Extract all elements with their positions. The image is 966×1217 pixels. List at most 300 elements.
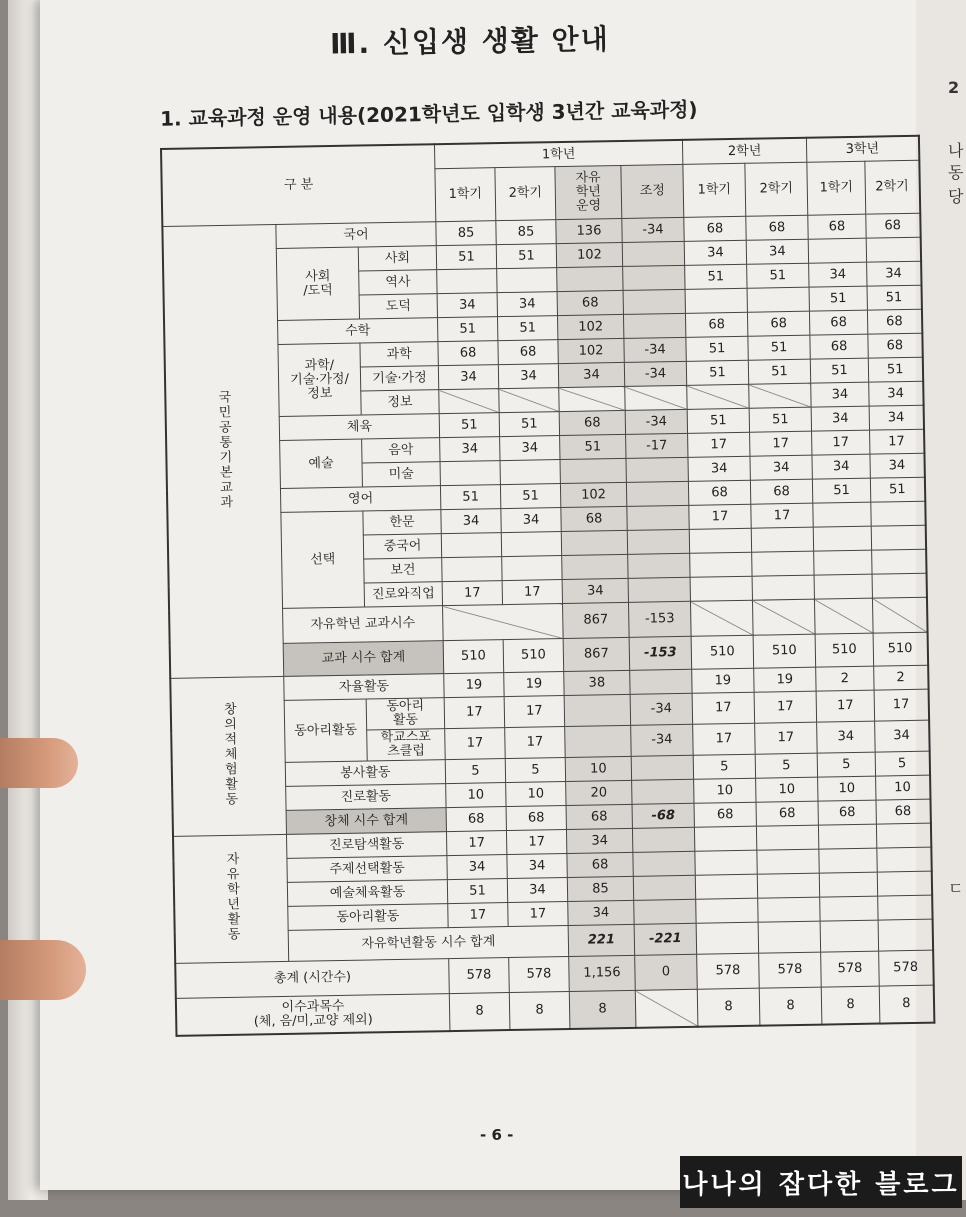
value-cell: 10 xyxy=(506,782,566,807)
value-cell: 68 xyxy=(876,799,930,824)
value-cell: 10 xyxy=(694,778,756,803)
value-cell xyxy=(631,755,693,780)
value-cell: 578 xyxy=(879,950,934,986)
value-cell: 136 xyxy=(556,218,622,243)
facing-char: 나 xyxy=(948,141,964,160)
value-cell: 17 xyxy=(750,431,812,456)
value-cell: 34 xyxy=(869,381,923,406)
value-cell: 510 xyxy=(691,635,754,669)
value-cell: 34 xyxy=(440,437,500,462)
curriculum-table-wrap xyxy=(160,135,935,1037)
value-cell xyxy=(627,529,689,554)
free-subject-hours-label: 자유학년 교과시수 xyxy=(283,606,444,644)
subject-name: 국어 xyxy=(276,222,436,249)
value-cell: 510 xyxy=(443,640,504,674)
value-cell: 68 xyxy=(747,311,809,336)
value-cell: 34 xyxy=(811,406,869,431)
value-cell xyxy=(561,530,627,555)
value-cell: 10 xyxy=(446,783,506,808)
value-cell: 68 xyxy=(809,310,867,335)
value-cell: 51 xyxy=(496,244,556,269)
value-cell: 34 xyxy=(500,436,560,461)
value-cell xyxy=(497,268,557,293)
value-cell: 17 xyxy=(751,503,813,528)
subject-name: 정보 xyxy=(361,390,439,415)
subject-name: 학교스포 츠클럽 xyxy=(367,729,446,761)
value-cell xyxy=(564,694,631,726)
value-cell xyxy=(560,458,626,483)
value-cell: 85 xyxy=(496,220,556,245)
value-cell: 17 xyxy=(692,692,755,724)
subject-name: 자율활동 xyxy=(284,674,444,701)
value-cell: 578 xyxy=(449,958,510,994)
empty-cell xyxy=(443,604,564,641)
value-cell xyxy=(562,554,628,579)
empty-cell xyxy=(757,873,819,898)
header-sem: 1학기 xyxy=(435,168,496,222)
value-cell: 5 xyxy=(445,759,505,784)
value-cell xyxy=(751,527,813,552)
value-cell: 102 xyxy=(557,314,623,339)
empty-cell xyxy=(634,899,696,924)
value-cell: 0 xyxy=(635,954,698,990)
value-cell: -17 xyxy=(626,433,688,458)
subject-name: 주제선택활동 xyxy=(287,856,447,883)
value-cell: -34 xyxy=(624,361,686,386)
empty-cell xyxy=(877,847,931,872)
value-cell xyxy=(623,289,685,314)
value-cell xyxy=(752,551,814,576)
value-cell: 51 xyxy=(497,316,557,341)
value-cell: -34 xyxy=(622,217,684,242)
value-cell: 34 xyxy=(746,239,808,264)
value-cell xyxy=(814,574,872,599)
value-cell: 34 xyxy=(498,364,558,389)
empty-cell xyxy=(819,848,877,873)
value-cell: 5 xyxy=(505,758,565,783)
header-grade1: 1학년 xyxy=(434,140,682,169)
empty-cell xyxy=(695,874,757,899)
creative-total-label: 창체 시수 합계 xyxy=(286,808,446,835)
value-cell: 10 xyxy=(756,777,818,802)
value-cell: 51 xyxy=(748,335,810,360)
empty-cell xyxy=(876,823,930,848)
value-cell: 17 xyxy=(870,429,924,454)
value-cell: 34 xyxy=(438,365,498,390)
value-cell: 34 xyxy=(812,454,870,479)
value-cell: 34 xyxy=(867,261,921,286)
value-cell: -153 xyxy=(629,636,692,670)
value-cell: 51 xyxy=(687,408,749,433)
value-cell xyxy=(872,549,926,574)
value-cell: 51 xyxy=(436,245,496,270)
value-cell: 578 xyxy=(697,953,760,989)
value-cell: 68 xyxy=(559,410,625,435)
value-cell: 34 xyxy=(688,456,750,481)
value-cell xyxy=(626,481,688,506)
value-cell: 34 xyxy=(566,828,632,853)
value-cell xyxy=(622,241,684,266)
subject-name: 봉사활동 xyxy=(285,760,445,787)
subject-group: 예술 xyxy=(280,439,363,488)
value-cell: 8 xyxy=(759,987,822,1026)
value-cell: 68 xyxy=(566,804,632,829)
value-cell: -221 xyxy=(634,923,697,955)
finger xyxy=(0,940,86,1000)
vertical-label: 자유학년활동 xyxy=(223,851,240,942)
free-total-label: 자유학년활동 시수 합계 xyxy=(288,925,568,961)
value-cell: 17 xyxy=(755,722,818,754)
value-cell: 68 xyxy=(688,480,750,505)
value-cell: 38 xyxy=(564,670,630,695)
empty-cell xyxy=(696,922,759,954)
value-cell: 867 xyxy=(563,602,630,638)
value-cell: 20 xyxy=(566,780,632,805)
value-cell: 510 xyxy=(873,632,928,666)
value-cell: 68 xyxy=(684,216,746,241)
subject-name: 예술체육활동 xyxy=(287,880,447,907)
value-cell xyxy=(623,313,685,338)
value-cell: 34 xyxy=(441,509,501,534)
empty-cell xyxy=(690,600,753,636)
value-cell: 17 xyxy=(502,580,562,605)
value-cell xyxy=(628,553,690,578)
value-cell xyxy=(500,460,560,485)
empty-cell xyxy=(872,597,927,633)
empty-cell xyxy=(820,896,878,921)
header-grade2: 2학년 xyxy=(682,138,806,165)
group-national xyxy=(162,224,283,678)
value-cell: 17 xyxy=(442,581,502,606)
value-cell xyxy=(623,265,685,290)
value-cell: 17 xyxy=(444,697,505,729)
value-cell: 34 xyxy=(562,578,628,603)
value-cell: -34 xyxy=(624,337,686,362)
value-cell xyxy=(687,384,749,409)
grand-total-label: 총계 (시간수) xyxy=(175,959,449,999)
subject-name: 동아리 활동 xyxy=(366,698,445,730)
value-cell: 68 xyxy=(867,309,921,334)
value-cell: 51 xyxy=(685,264,747,289)
facing-char: 2 xyxy=(948,78,960,97)
value-cell: 17 xyxy=(816,690,875,722)
empty-cell xyxy=(752,599,815,635)
value-cell: 2 xyxy=(874,665,928,690)
value-cell: 19 xyxy=(692,668,754,693)
value-cell: 34 xyxy=(809,262,867,287)
subject-name: 동아리활동 xyxy=(288,904,448,931)
value-cell: 68 xyxy=(685,312,747,337)
value-cell: -34 xyxy=(625,409,687,434)
section-title: 1. 교육과정 운영 내용(2021학년도 입학생 3년간 교육과정) xyxy=(159,97,698,131)
value-cell: 102 xyxy=(560,482,626,507)
value-cell: 2 xyxy=(816,666,874,691)
value-cell xyxy=(501,532,561,557)
value-cell xyxy=(625,385,687,410)
value-cell: 17 xyxy=(754,691,817,723)
empty-cell xyxy=(696,898,758,923)
value-cell: 51 xyxy=(560,434,626,459)
value-cell: 34 xyxy=(568,900,634,925)
empty-cell xyxy=(877,871,931,896)
value-cell xyxy=(814,550,872,575)
subject-name: 도덕 xyxy=(359,294,437,319)
value-cell xyxy=(872,573,926,598)
value-cell: 51 xyxy=(870,477,924,502)
header-sem: 2학기 xyxy=(495,167,556,221)
value-cell xyxy=(630,669,692,694)
empty-cell xyxy=(695,850,757,875)
value-cell xyxy=(871,501,925,526)
value-cell: 34 xyxy=(507,878,567,903)
facing-char: ㄷ xyxy=(948,879,964,898)
value-cell: -153 xyxy=(629,601,692,637)
value-cell: 34 xyxy=(507,854,567,879)
value-cell: 17 xyxy=(688,432,750,457)
value-cell: 17 xyxy=(445,728,506,760)
value-cell: 510 xyxy=(815,633,874,667)
subject-name: 한문 xyxy=(363,510,441,535)
value-cell xyxy=(441,533,501,558)
value-cell: 68 xyxy=(567,852,633,877)
value-cell: 578 xyxy=(759,952,822,988)
value-cell: 68 xyxy=(498,340,558,365)
value-cell: 51 xyxy=(748,359,810,384)
subject-name: 기술·가정 xyxy=(360,366,438,391)
value-cell: 5 xyxy=(755,753,817,778)
value-cell xyxy=(685,288,747,313)
value-cell: 34 xyxy=(437,293,497,318)
value-cell: 68 xyxy=(808,214,866,239)
value-cell: 19 xyxy=(754,667,816,692)
watermark: 나나의 잡다한 블로그 xyxy=(680,1156,962,1208)
value-cell xyxy=(747,287,809,312)
empty-cell xyxy=(878,895,932,920)
value-cell: 85 xyxy=(567,876,633,901)
subject-name: 체육 xyxy=(279,414,439,441)
value-cell: 34 xyxy=(817,721,876,753)
value-cell: 68 xyxy=(746,215,808,240)
subject-name: 사회 xyxy=(358,246,436,271)
subject-name: 영어 xyxy=(280,486,440,513)
value-cell: 68 xyxy=(866,213,920,238)
value-cell: 578 xyxy=(821,951,880,987)
subject-name: 미술 xyxy=(362,462,440,487)
value-cell: 19 xyxy=(444,673,504,698)
value-cell: 34 xyxy=(558,362,624,387)
value-cell xyxy=(626,457,688,482)
subject-group: 사회 /도덕 xyxy=(276,247,359,320)
empty-cell xyxy=(814,598,873,634)
empty-cell xyxy=(633,875,695,900)
value-cell: 8 xyxy=(569,990,636,1029)
value-cell: 5 xyxy=(693,754,755,779)
value-cell xyxy=(565,725,632,757)
value-cell: 51 xyxy=(438,317,498,342)
value-cell: 102 xyxy=(556,242,622,267)
value-cell xyxy=(808,238,866,263)
value-cell: 17 xyxy=(448,903,508,928)
subject-name: 보건 xyxy=(364,558,442,583)
subject-group: 과학/ 기술·가정/ 정보 xyxy=(278,343,361,416)
value-cell: -34 xyxy=(631,724,694,756)
value-cell xyxy=(632,779,694,804)
value-cell xyxy=(557,266,623,291)
value-cell: 51 xyxy=(810,358,868,383)
subject-name: 수학 xyxy=(278,318,438,345)
finger xyxy=(0,738,78,788)
value-cell: 34 xyxy=(875,720,930,752)
value-cell xyxy=(439,389,499,414)
value-cell: 68 xyxy=(438,341,498,366)
facing-char: 동 xyxy=(948,163,964,182)
value-cell: 17 xyxy=(689,504,751,529)
value-cell xyxy=(628,577,690,602)
value-cell: 51 xyxy=(686,360,748,385)
header-adjust: 조정 xyxy=(621,164,684,218)
header-category: 구 분 xyxy=(161,144,436,226)
value-cell: 17 xyxy=(508,901,568,926)
value-cell: 68 xyxy=(756,801,818,826)
curriculum-table xyxy=(160,135,935,1037)
value-cell: 51 xyxy=(440,485,500,510)
value-cell xyxy=(440,461,500,486)
page-number: - 6 - xyxy=(480,1126,514,1144)
value-cell xyxy=(635,989,698,1028)
group-free xyxy=(173,834,289,963)
value-cell xyxy=(437,269,497,294)
value-cell xyxy=(502,556,562,581)
empty-cell xyxy=(819,872,877,897)
value-cell: 68 xyxy=(561,506,627,531)
value-cell: 68 xyxy=(810,334,868,359)
value-cell: 578 xyxy=(509,956,570,992)
credits-label: 이수과목수 (체, 음/미,교양 제외) xyxy=(176,994,450,1036)
value-cell: 51 xyxy=(812,478,870,503)
value-cell: 8 xyxy=(879,985,934,1023)
value-cell: 17 xyxy=(504,696,565,728)
value-cell: 34 xyxy=(447,855,507,880)
empty-cell xyxy=(632,827,694,852)
empty-cell xyxy=(758,921,821,953)
empty-cell xyxy=(878,919,933,951)
value-cell: 10 xyxy=(565,756,631,781)
empty-cell xyxy=(756,825,818,850)
value-cell: 10 xyxy=(818,776,876,801)
value-cell: 34 xyxy=(684,240,746,265)
header-free: 자유 학년 운영 xyxy=(555,165,622,219)
value-cell: 51 xyxy=(500,484,560,509)
empty-cell xyxy=(818,824,876,849)
value-cell xyxy=(866,237,920,262)
value-cell xyxy=(689,528,751,553)
header-sem: 1학기 xyxy=(807,161,866,215)
value-cell: 34 xyxy=(750,455,812,480)
value-cell: 51 xyxy=(439,413,499,438)
value-cell: 8 xyxy=(697,988,760,1027)
header-sem: 1학기 xyxy=(683,163,746,217)
vertical-label: 국민공통기본교과 xyxy=(215,389,233,510)
facing-char: 당 xyxy=(948,187,964,206)
value-cell: 68 xyxy=(506,806,566,831)
subject-name: 진로활동 xyxy=(286,784,446,811)
value-cell: 10 xyxy=(876,775,930,800)
page-title: Ⅲ. 신입생 생활 안내 xyxy=(329,22,610,61)
value-cell: 17 xyxy=(693,723,756,755)
value-cell xyxy=(442,557,502,582)
header-sem: 2학기 xyxy=(865,160,920,214)
value-cell: 8 xyxy=(509,991,570,1030)
value-cell: 19 xyxy=(504,672,564,697)
value-cell xyxy=(749,383,811,408)
value-cell xyxy=(559,386,625,411)
group-creative xyxy=(170,676,286,836)
empty-cell xyxy=(694,826,756,851)
value-cell: 68 xyxy=(694,802,756,827)
value-cell xyxy=(813,526,871,551)
value-cell: 17 xyxy=(812,430,870,455)
value-cell: 34 xyxy=(870,453,924,478)
value-cell: 221 xyxy=(568,924,635,956)
value-cell xyxy=(690,552,752,577)
value-cell: 51 xyxy=(447,879,507,904)
value-cell: 17 xyxy=(506,830,566,855)
value-cell: 17 xyxy=(874,689,929,721)
empty-cell xyxy=(633,851,695,876)
subject-name: 음악 xyxy=(362,438,440,463)
subject-name: 진로와직업 xyxy=(364,582,442,607)
value-cell: 68 xyxy=(446,807,506,832)
value-cell: 8 xyxy=(449,993,510,1032)
value-cell xyxy=(627,505,689,530)
value-cell: 85 xyxy=(436,221,496,246)
value-cell xyxy=(499,388,559,413)
value-cell: 34 xyxy=(501,508,561,533)
subject-total-label: 교과 시수 합계 xyxy=(283,641,444,677)
value-cell: 68 xyxy=(868,333,922,358)
value-cell: 510 xyxy=(753,634,816,668)
value-cell: 68 xyxy=(750,479,812,504)
value-cell: 102 xyxy=(558,338,624,363)
value-cell: 5 xyxy=(817,752,875,777)
subject-name: 진로탐색활동 xyxy=(286,832,446,859)
value-cell xyxy=(813,502,871,527)
value-cell: 17 xyxy=(446,831,506,856)
value-cell: 51 xyxy=(809,286,867,311)
subject-group: 선택 xyxy=(281,511,365,608)
value-cell: 34 xyxy=(811,382,869,407)
value-cell: 68 xyxy=(557,290,623,315)
value-cell: 51 xyxy=(747,263,809,288)
value-cell: 51 xyxy=(867,285,921,310)
value-cell xyxy=(871,525,925,550)
subject-name: 역사 xyxy=(359,270,437,295)
header-grade3: 3학년 xyxy=(806,136,918,162)
value-cell: 510 xyxy=(503,639,564,673)
subject-name: 중국어 xyxy=(363,534,441,559)
empty-cell xyxy=(758,897,820,922)
value-cell: 51 xyxy=(749,407,811,432)
value-cell: 17 xyxy=(505,727,566,759)
value-cell: 51 xyxy=(868,357,922,382)
value-cell: 8 xyxy=(821,986,880,1025)
value-cell: 34 xyxy=(869,405,923,430)
subject-group: 동아리활동 xyxy=(284,699,367,762)
vertical-label: 창의적체험활동 xyxy=(220,701,238,808)
value-cell: 5 xyxy=(875,751,929,776)
subject-name: 과학 xyxy=(360,342,438,367)
header-sem: 2학기 xyxy=(745,162,808,216)
